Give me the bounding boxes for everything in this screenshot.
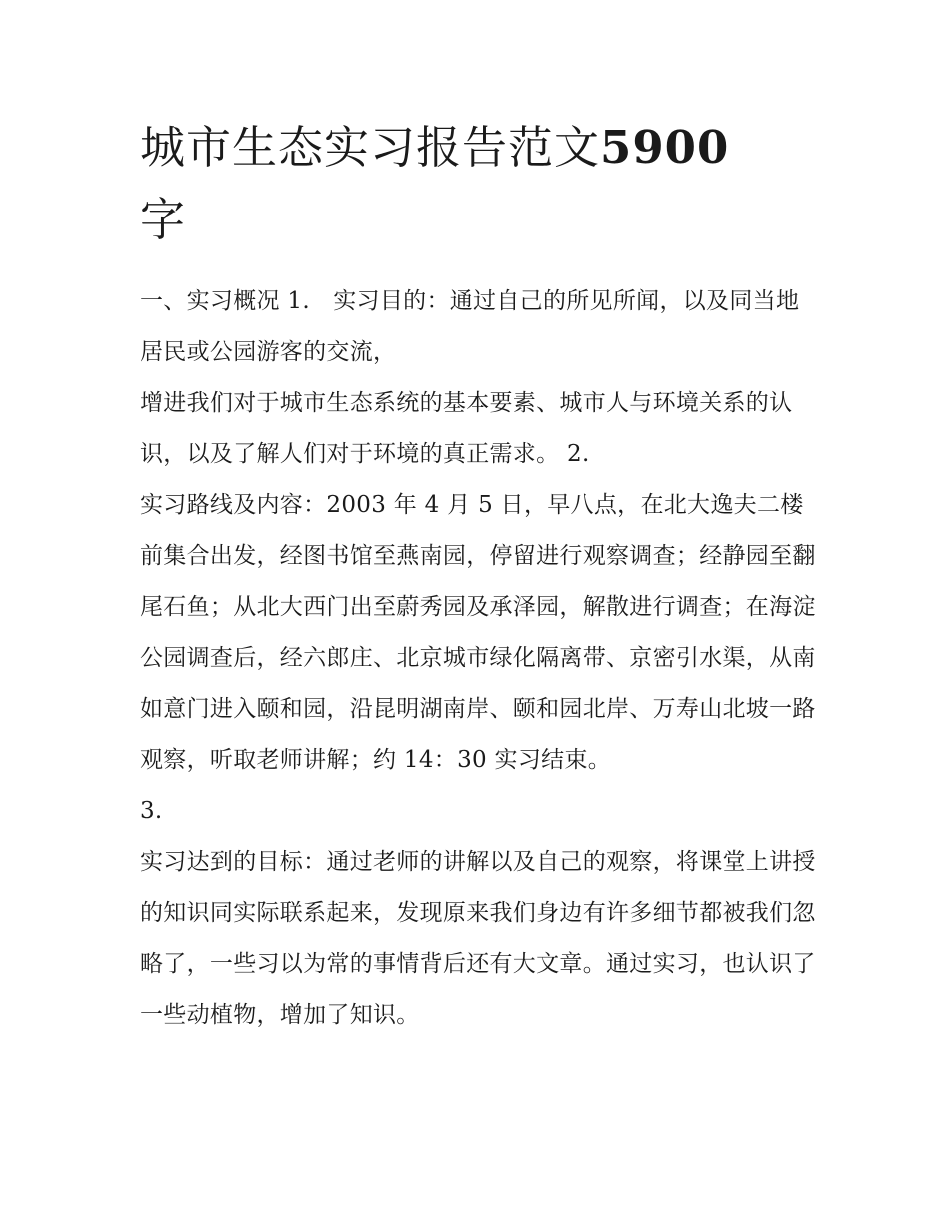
title-text: 城市生态实习报告范文 [140,121,601,174]
paragraph-overview: 一、实习概况 1. 实习目的：通过自己的所见所闻，以及同当地居民或公园游客的交流， [140,288,800,365]
paragraph-route: 实习路线及内容：2003 年 4 月 5 日，早八点，在北大逸夫二楼前集合出发，经图书馆至燕南园，停留进行观察调查；经静园至翻尾石鱼；从北大西门出至蔚秀园及承泽园，解散进行调查；在海淀公园调查后，经六郎庄、北京城市绿化隔离带、京密引水渠，从南如意门进入颐和园，沿昆明湖南岸、颐和园北岸、万寿山北坡一路观察，听取老师讲解；约 14：30 实习结束。 [140,492,816,773]
paragraph-section-number: 3. [140,798,163,824]
page-title [140,112,820,256]
title-suffix: 字 [140,193,187,246]
paragraph-goals: 实习达到的目标：通过老师的讲解以及自己的观察，将课堂上讲授的知识同实际联系起来，发现原来我们身边有许多细节都被我们忽略了，一些习以为常的事情背后还有大文章。通过实习，也认识了一些动植物，增加了知识。 [140,849,816,1028]
document-page [140,0,820,1229]
document-body [140,276,820,1041]
paragraph-purpose: 增进我们对于城市生态系统的基本要素、城市人与环境关系的认识，以及了解人们对于环境的真正需求。 2. [140,390,793,467]
title-number: 5900 [600,121,730,174]
